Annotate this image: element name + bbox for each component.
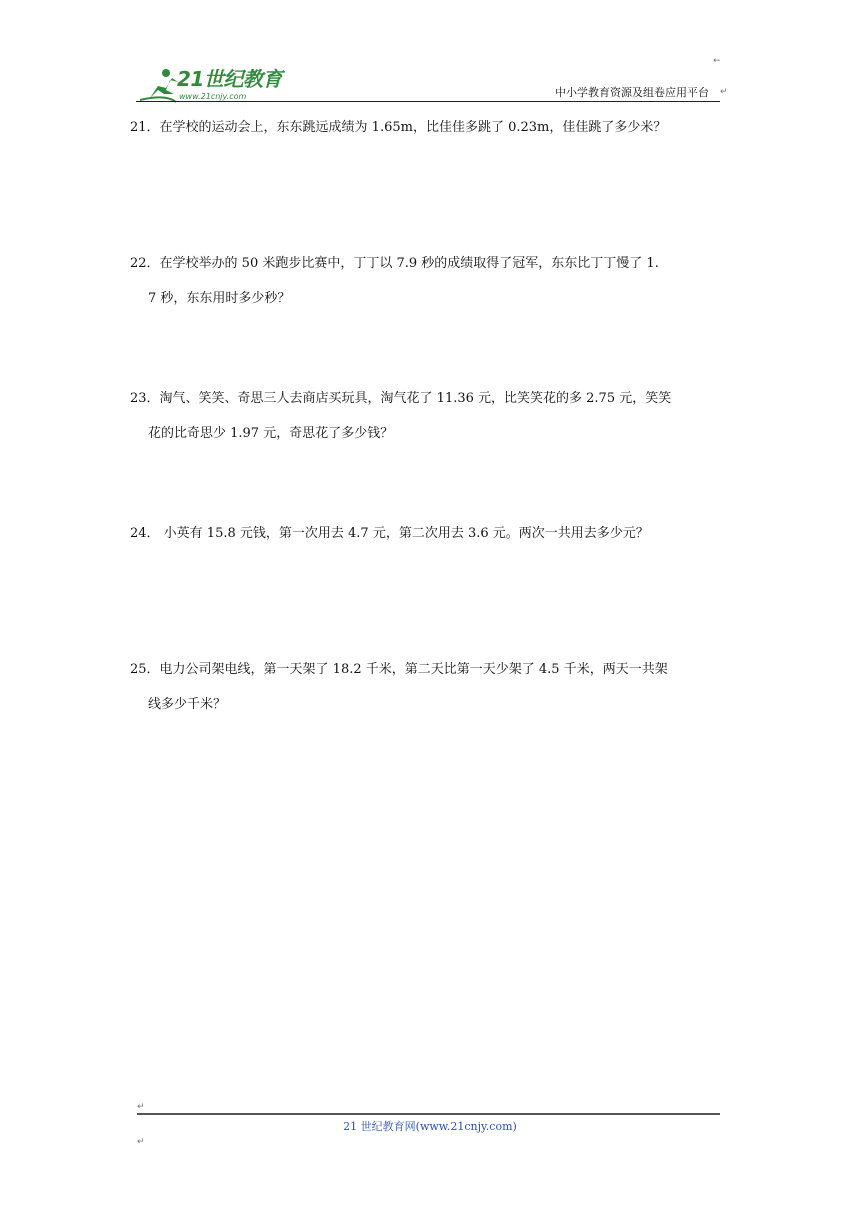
question-22 xyxy=(130,246,735,316)
question-text-continued: 线多少千米？ xyxy=(148,697,227,712)
logo-url: www.21cnjy.com xyxy=(179,92,247,101)
question-text: 24． 小英有 15.8 元钱，第一次用去 4.7 元，第二次用去 3.6 元。两次一共用去多少元？ xyxy=(130,526,649,541)
logo-wordmark: 21世纪教育 xyxy=(177,67,282,91)
question-text-continued: 7 秒，东东用时多少秒？ xyxy=(148,291,291,306)
paragraph-mark-icon: ↵ xyxy=(137,1102,145,1112)
question-24 xyxy=(130,516,735,551)
question-text-continued: 花的比奇思少 1.97 元，奇思花了多少钱？ xyxy=(148,426,394,441)
question-25 xyxy=(130,652,735,722)
footer-site-link[interactable]: 21 世纪教育网(www.21cnjy.com) xyxy=(343,1120,517,1133)
question-23 xyxy=(130,381,735,451)
question-text: 21．在学校的运动会上，东东跳远成绩为 1.65m，比佳佳多跳了 0.23m，佳佳跳了多少米？ xyxy=(130,120,667,135)
question-21 xyxy=(130,110,735,145)
paragraph-mark-icon: ← xyxy=(713,56,721,66)
paragraph-mark-icon: ↵ xyxy=(137,1137,145,1147)
question-text: 25．电力公司架电线，第一天架了 18.2 千米，第二天比第一天少架了 4.5 千米，两天一共架 xyxy=(130,662,668,677)
footer-divider xyxy=(137,1113,720,1115)
question-text: 22．在学校举办的 50 米跑步比赛中，丁丁以 7.9 秒的成绩取得了冠军，东东比丁丁慢了 1. xyxy=(130,256,659,271)
paragraph-mark-icon: ↵ xyxy=(720,87,728,97)
header-divider xyxy=(136,101,720,102)
header-tagline: 中小学教育资源及组卷应用平台 xyxy=(555,86,709,99)
question-text: 23．淘气、笑笑、奇思三人去商店买玩具，淘气花了 11.36 元，比笑笑花的多 2.75 元，笑笑 xyxy=(130,391,672,406)
